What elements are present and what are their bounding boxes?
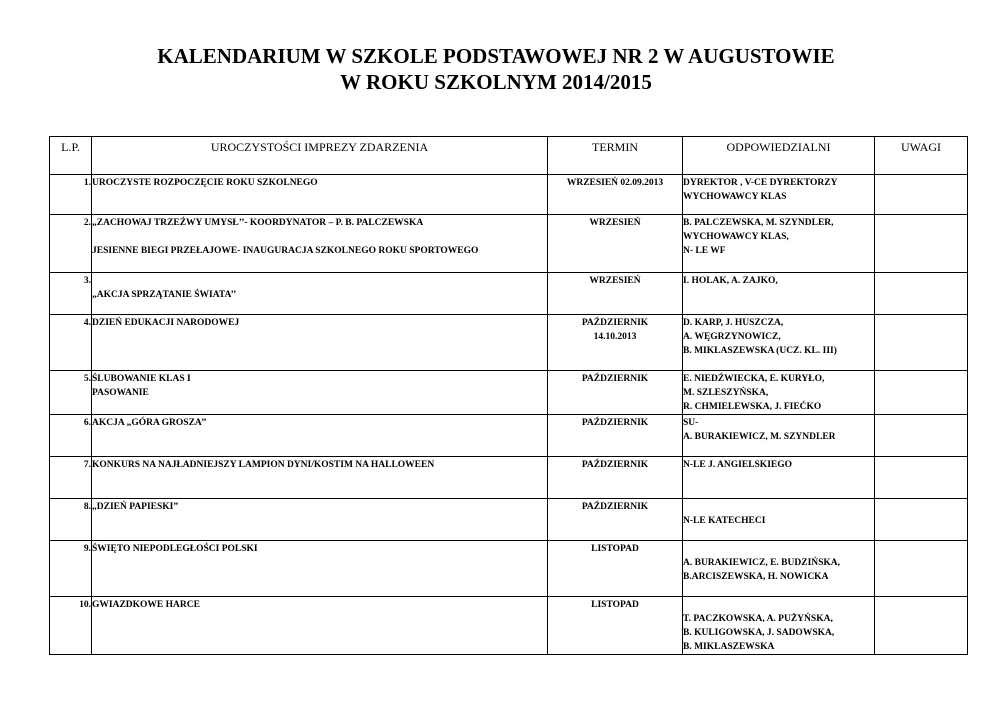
row-number: 1. [50,175,92,215]
responsible-cell [683,215,875,273]
responsible-cell-line: A. WĘGRZYNOWICZ, [683,332,781,342]
term-cell-line: PAŹDZIERNIK [581,460,649,470]
event-cell-line: DZIEŃ EDUKACJI NARODOWEJ [92,318,240,328]
notes-cell [875,273,968,315]
event-cell-line: UROCZYSTE ROZPOCZĘCIE ROKU SZKOLNEGO [92,178,318,188]
table-row [50,315,968,371]
responsible-cell-line: D. KARP, J. HUSZCZA, [683,318,784,328]
table-row [50,597,968,655]
term-cell [548,597,683,655]
responsible-cell-line: E. NIEDŹWIECKA, E. KURYŁO, [683,374,825,384]
term-cell-line: PAŹDZIERNIK [581,502,649,512]
responsible-cell-line: A. BURAKIEWICZ, E. BUDZIŃSKA, [683,558,841,568]
table-row [50,371,968,415]
term-cell-line: 14.10.2013 [593,332,637,342]
event-cell [92,175,548,215]
responsible-cell-line: B.ARCISZEWSKA, H. NOWICKA [683,572,829,582]
term-cell [548,541,683,597]
responsible-cell-line: N-LE KATECHECI [683,516,766,526]
responsible-cell [683,499,875,541]
event-cell-line: JESIENNE BIEGI PRZEŁAJOWE- INAUGURACJA SZKOLNEGO ROKU SPORTOWEGO [92,246,479,256]
header-lp: L.P. [50,137,92,175]
event-cell-line: „ZACHOWAJ TRZEŹWY UMYSŁ’’- KOORDYNATOR – P. B. PALCZEWSKA [92,218,424,228]
row-number: 10. [50,597,92,655]
event-cell [92,273,548,315]
table-row [50,215,968,273]
responsible-cell [683,371,875,415]
responsible-cell-line: B. KULIGOWSKA, J. SADOWSKA, [683,628,835,638]
responsible-cell-line: DYREKTOR , V-CE DYREKTORZY [683,178,838,188]
table-row [50,541,968,597]
responsible-cell-line: N- LE WF [683,246,726,256]
responsible-cell [683,541,875,597]
term-cell [548,415,683,457]
event-cell-line: GWIAZDKOWE HARCE [92,600,200,610]
event-cell-line: KONKURS NA NAJŁADNIEJSZY LAMPION DYNI/KOSTIM NA HALLOWEEN [92,460,435,470]
notes-cell [875,215,968,273]
responsible-cell-line: WYCHOWAWCY KLAS [683,192,787,202]
event-cell [92,371,548,415]
header-notes: UWAGI [875,137,968,175]
event-cell-line: ŚLUBOWANIE KLAS I [92,374,191,384]
term-cell-line: PAŹDZIERNIK [581,418,649,428]
notes-cell [875,541,968,597]
event-cell [92,215,548,273]
event-cell-line: „DZIEŃ PAPIESKI” [92,502,179,512]
responsible-cell [683,315,875,371]
term-cell-line: PAŹDZIERNIK [581,318,649,328]
term-cell-line: LISTOPAD [591,544,639,554]
table-row [50,499,968,541]
row-number: 4. [50,315,92,371]
responsible-cell-line: M. SZLESZYŃSKA, [683,388,769,398]
row-number: 9. [50,541,92,597]
term-cell-line: LISTOPAD [591,600,639,610]
table-row [50,273,968,315]
notes-cell [875,315,968,371]
notes-cell [875,415,968,457]
header-responsible: ODPOWIEDZIALNI [683,137,875,175]
responsible-cell [683,175,875,215]
term-cell [548,175,683,215]
notes-cell [875,175,968,215]
responsible-cell [683,415,875,457]
responsible-cell-line [683,598,874,612]
responsible-cell-line: B. MIKLASZEWSKA [683,642,775,652]
row-number: 8. [50,499,92,541]
event-cell [92,315,548,371]
page-title: KALENDARIUM W SZKOLE PODSTAWOWEJ NR 2 W AUGUSTOWIE [157,44,835,68]
notes-cell [875,597,968,655]
term-cell-line: PAŹDZIERNIK [581,374,649,384]
term-cell-line: WRZESIEŃ 02.09.2013 [566,178,664,188]
responsible-cell [683,457,875,499]
term-cell-line: WRZESIEŃ [589,276,641,286]
row-number: 7. [50,457,92,499]
term-cell [548,371,683,415]
header-term: TERMIN [548,137,683,175]
event-cell [92,499,548,541]
table-header-row [50,137,968,175]
responsible-cell-line [683,542,874,556]
event-cell [92,415,548,457]
table-row [50,175,968,215]
table-row [50,415,968,457]
event-cell [92,541,548,597]
term-cell [548,215,683,273]
event-cell [92,597,548,655]
responsible-cell-line: SU- [683,418,699,428]
term-cell [548,273,683,315]
row-number: 5. [50,371,92,415]
responsible-cell [683,273,875,315]
responsible-cell-line [683,500,874,514]
term-cell-line: WRZESIEŃ [589,218,641,228]
responsible-cell-line: WYCHOWAWCY KLAS, [683,232,789,242]
notes-cell [875,499,968,541]
table-row [50,457,968,499]
notes-cell [875,457,968,499]
event-cell-line: „AKCJA SPRZĄTANIE ŚWIATA’’ [92,290,237,300]
event-cell-line [92,274,547,288]
header-event: UROCZYSTOŚCI IMPREZY ZDARZENIA [92,137,548,175]
event-cell-line: PASOWANIE [92,388,149,398]
row-number: 6. [50,415,92,457]
event-cell-line [92,230,547,244]
term-cell [548,499,683,541]
responsible-cell-line: R. CHMIELEWSKA, J. FIEĆKO [683,402,822,412]
row-number: 3. [50,273,92,315]
page-subtitle: W ROKU SZKOLNYM 2014/2015 [340,70,652,94]
calendar-table [49,136,968,655]
event-cell-line: AKCJA „GÓRA GROSZA’’ [92,418,207,428]
responsible-cell-line: T. PACZKOWSKA, A. PUŻYŃSKA, [683,614,833,624]
event-cell-line: ŚWIĘTO NIEPODLEGŁOŚCI POLSKI [92,544,258,554]
table-body [50,175,968,655]
responsible-cell-line: I. HOLAK, A. ZAJKO, [683,276,778,286]
term-cell [548,315,683,371]
responsible-cell-line: B. PALCZEWSKA, M. SZYNDLER, [683,218,834,228]
event-cell [92,457,548,499]
responsible-cell-line: N-LE J. ANGIELSKIEGO [683,460,793,470]
term-cell [548,457,683,499]
row-number: 2. [50,215,92,273]
responsible-cell [683,597,875,655]
notes-cell [875,371,968,415]
responsible-cell-line: A. BURAKIEWICZ, M. SZYNDLER [683,432,836,442]
responsible-cell-line: B. MIKLASZEWSKA (UCZ. KL. III) [683,346,837,356]
